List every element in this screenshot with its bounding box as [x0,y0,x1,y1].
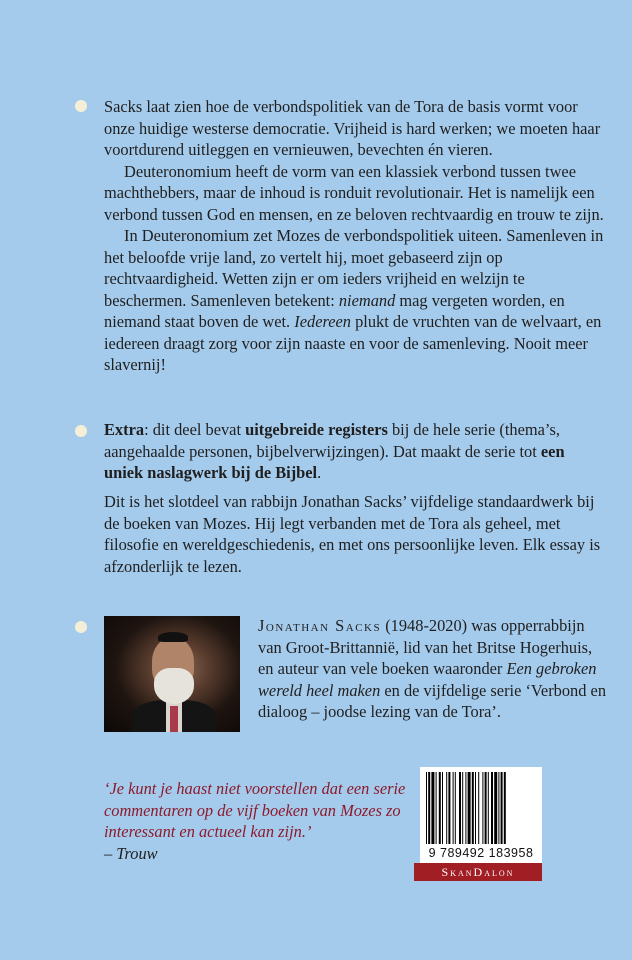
author-bio: Jonathan Sacks (1948-2020) was opperrabbijn van Groot-Brittannië, lid van het Britse Hogerhuis, en auteur van vele boeken waaronder Een gebroken wereld heel maken en de vijfdelige serie ‘Verbond en dialoog – joodse lezing van de Tora’. [258,616,607,721]
barcode-bars [426,772,536,844]
quote-source: – Trouw [104,843,158,863]
publisher-logo: SkanDalon [414,863,542,881]
book-title: Een gebroken wereld heel maken [258,659,597,700]
intro-text [104,96,604,376]
review-quote: ‘Je kunt je haast niet voorstellen dat een serie commentaren op de vijf boeken van Mozes zo interessant en actueel kan zijn.’ – Trouw [104,778,424,864]
intro-paragraph-2: Deuteronomium heeft de vorm van een klassiek verbond tussen twee machthebbers, maar de inhoud is ronduit revolutionair. Het is namelijk een verbond tussen God en mensen, en ze beloven rechtvaardig en trouw te zijn. [104,161,604,224]
bullet-dot [75,100,87,112]
extra-text: Extra: dit deel bevat uitgebreide registers bij de hele serie (thema’s, aangehaalde personen, bijbelverwijzingen). Dat maakt de serie tot een uniek naslagwerk bij de Bijbel. [104,420,565,482]
intro-paragraph-3: In Deuteronomium zet Mozes de verbondspolitiek uiteen. Samenleven in het beloofde vrije land, zo vertelt hij, moet gebaseerd zijn op rechtvaardigheid. Wetten zijn er om ieders vrijheid en welzijn te beschermen. Samenleven betekent: niemand mag vergeten worden, en niemand staat boven de wet. Iedereen plukt de vruchten van de welvaart, en iedereen draagt zorg voor zijn naaste en voor de samenleving. Nooit meer slavernij! [104,226,604,374]
closing-text: Dit is het slotdeel van rabbijn Jonathan Sacks’ vijfdelige standaardwerk bij de boeken van Mozes. Hij legt verbanden met de Tora als geheel, met filosofie en wereldgeschiedenis, en met ons persoonlijke leven. Elk essay is afzonderlijk te lezen. [104,492,601,576]
bullet-dot [75,425,87,437]
author-photo [104,616,240,732]
bullet-dot [75,621,87,633]
barcode [420,767,542,863]
author-name: Jonathan Sacks [258,616,382,635]
isbn-number: 9 789492 183958 [428,846,534,860]
intro-paragraph-1: Sacks laat zien hoe de verbondspolitiek van de Tora de basis vormt voor onze huidige westerse democratie. Vrijheid is hard werken; we moeten haar voortdurend uitleggen en vernieuwen, bevechten én vieren. [104,97,601,159]
